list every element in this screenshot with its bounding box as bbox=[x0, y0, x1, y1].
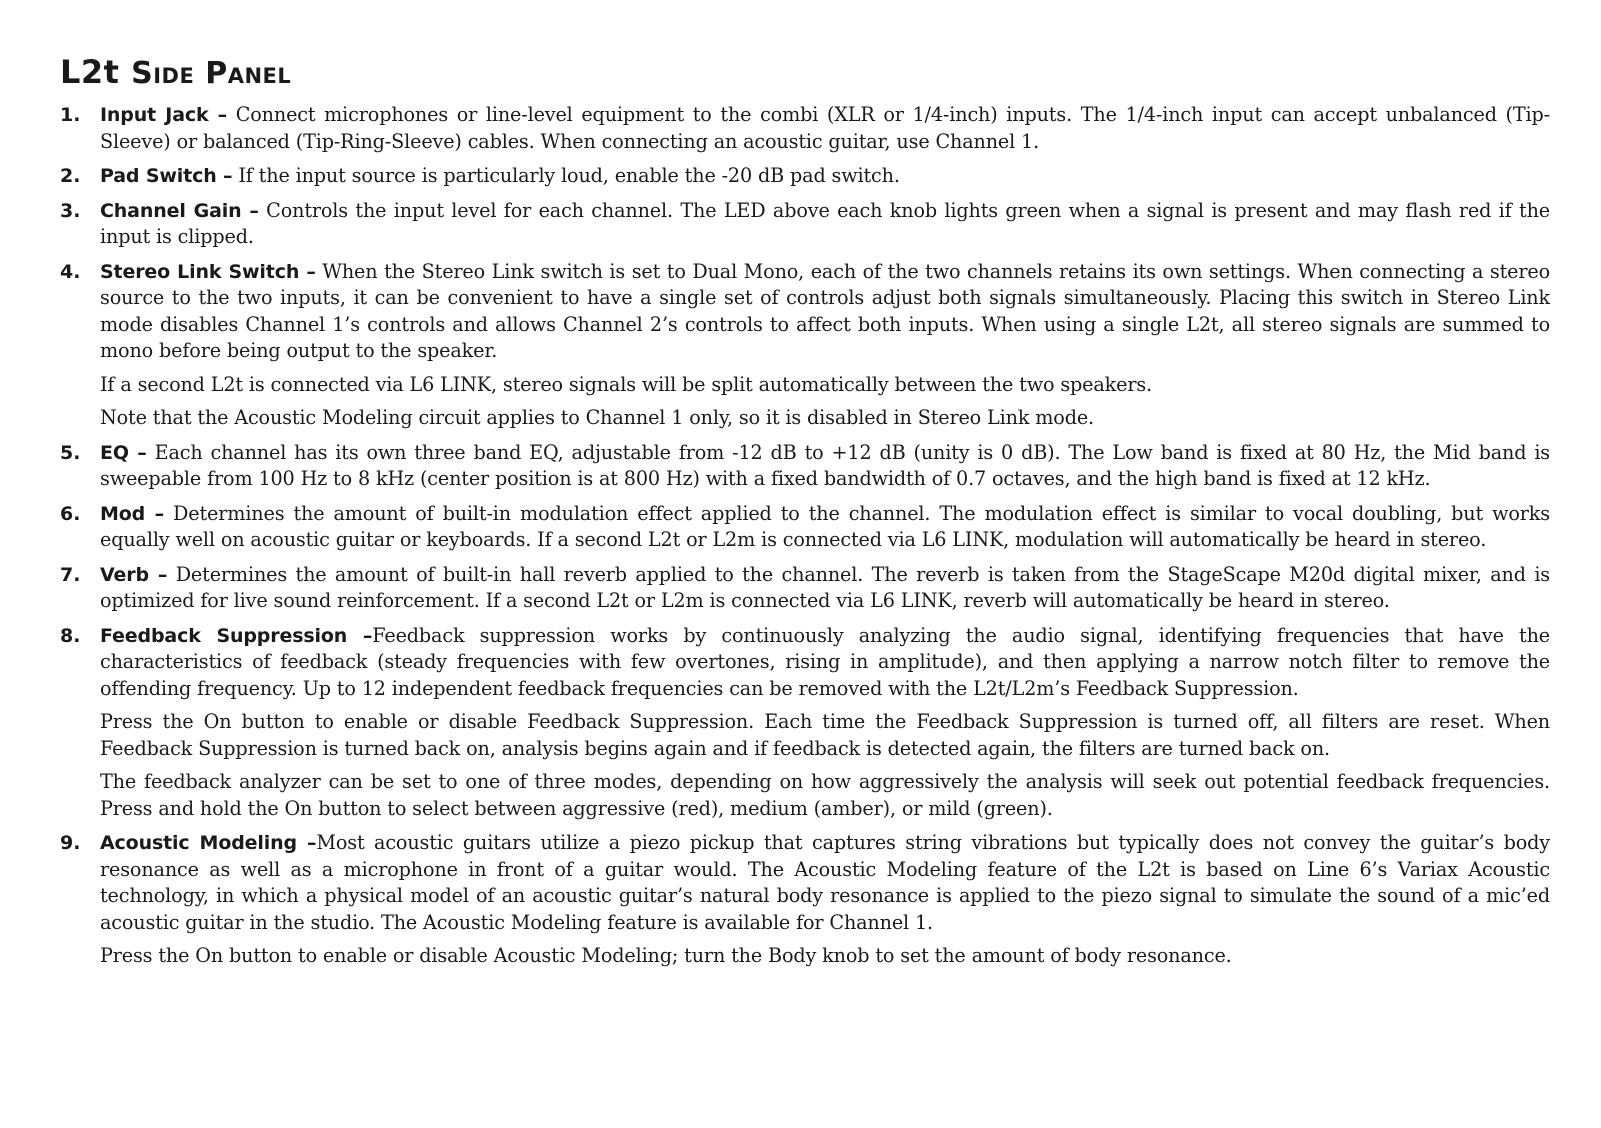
item-number: 4. bbox=[60, 260, 81, 283]
item-body-text: Determines the amount of built-in hall reverb applied to the channel. The reverb is taken from the StageScape M20d digital mixer, and is optimized for live sound reinforcement. If a second L2t or L2m is connected via L6 LINK, reverb will automatically be heard in stereo. bbox=[100, 562, 1550, 612]
item-description bbox=[100, 830, 1550, 936]
item-extra-paragraph: Press the On button to enable or disable Acoustic Modeling; turn the Body knob to set the amount of body resonance. bbox=[100, 944, 1232, 967]
list-item bbox=[60, 198, 1550, 251]
page-title-section: Side Panel bbox=[131, 56, 292, 91]
item-term: Input Jack – bbox=[100, 104, 228, 126]
list-item bbox=[60, 562, 1550, 615]
item-description bbox=[100, 562, 1550, 615]
manual-page bbox=[60, 52, 1550, 978]
item-term: EQ – bbox=[100, 441, 147, 464]
item-description bbox=[100, 102, 1550, 155]
page-title bbox=[60, 52, 1550, 94]
item-term: Acoustic Modeling – bbox=[100, 832, 317, 854]
item-number: 3. bbox=[60, 199, 81, 222]
item-body-text: If the input source is particularly loud, enable the -20 dB pad switch. bbox=[232, 164, 900, 187]
item-number: 9. bbox=[60, 832, 81, 854]
item-description bbox=[100, 623, 1550, 703]
item-term: Channel Gain – bbox=[100, 199, 259, 222]
item-number: 6. bbox=[60, 502, 81, 525]
item-body-text: Connect microphones or line-level equipment to the combi (XLR or 1/4-inch) inputs. The 1/4-inch input can accept unbalanced (Tip-Sleeve) or balanced (Tip-Ring-Sleeve) cables. When connecting an acoustic guitar, use Channel 1. bbox=[100, 103, 1550, 153]
item-number: 2. bbox=[60, 165, 81, 187]
item-body-text: Each channel has its own three band EQ, adjustable from -12 dB to +12 dB (unity is 0 dB). The Low band is fixed at 80 Hz, the Mid band is sweepable from 100 Hz to 8 kHz (center position is at 800 Hz) with a fixed bandwidth of 0.7 octaves, and the high band is fixed at 12 kHz. bbox=[100, 440, 1551, 490]
item-description bbox=[100, 198, 1550, 251]
list-item bbox=[60, 501, 1550, 554]
feature-list bbox=[60, 102, 1550, 970]
item-description bbox=[100, 259, 1550, 365]
list-item bbox=[60, 623, 1550, 823]
list-item bbox=[60, 259, 1550, 432]
item-number: 5. bbox=[60, 441, 81, 464]
item-extra-paragraph: Note that the Acoustic Modeling circuit applies to Channel 1 only, so it is disabled in Stereo Link mode. bbox=[100, 406, 1094, 429]
item-number: 7. bbox=[60, 563, 81, 586]
item-body-text: When the Stereo Link switch is set to Dual Mono, each of the two channels retains its own settings. When connecting a stereo source to the two inputs, it can be convenient to have a single set of controls adjust both signals simultaneously. Placing this switch in Stereo Link mode disables Channel 1’s controls and allows Channel 2’s controls to affect both inputs. When using a single L2t, all stereo signals are summed to mono before being output to the speaker. bbox=[100, 259, 1550, 362]
item-term: Verb – bbox=[100, 563, 168, 586]
item-body-text: Determines the amount of built-in modulation effect applied to the channel. The modulation effect is similar to vocal doubling, but works equally well on acoustic guitar or keyboards. If a second L2t or L2m is connected via L6 LINK, modulation will automatically be heard in stereo. bbox=[100, 501, 1550, 551]
item-description bbox=[100, 501, 1550, 554]
item-number: 1. bbox=[60, 104, 81, 126]
item-description bbox=[100, 163, 1550, 190]
list-item bbox=[60, 440, 1550, 493]
item-body-text: Controls the input level for each channel. The LED above each knob lights green when a signal is present and may flash red if the input is clipped. bbox=[100, 198, 1550, 248]
item-extra-paragraph: Press the On button to enable or disable Feedback Suppression. Each time the Feedback Suppression is turned off, all filters are reset. When Feedback Suppression is turned back on, analysis begins again and if feedback is detected again, the filters are turned back on. bbox=[100, 710, 1550, 760]
item-term: Feedback Suppression – bbox=[100, 624, 373, 647]
item-term: Mod – bbox=[100, 502, 165, 525]
list-item bbox=[60, 102, 1550, 155]
list-item bbox=[60, 830, 1550, 970]
item-term: Stereo Link Switch – bbox=[100, 260, 316, 283]
item-description bbox=[100, 440, 1550, 493]
list-item bbox=[60, 163, 1550, 190]
item-extra-paragraph: The feedback analyzer can be set to one of three modes, depending on how aggressively the analysis will seek out potential feedback frequencies. Press and hold the On button to select between aggressive (red), medium (amber), or mild (green). bbox=[100, 770, 1550, 820]
item-body-text: Most acoustic guitars utilize a piezo pickup that captures string vibrations but typically does not convey the guitar’s body resonance as well as a microphone in front of a guitar would. The Acoustic Modeling feature of the L2t is based on Line 6’s Variax Acoustic technology, in which a physical model of an acoustic guitar’s natural body resonance is applied to the piezo signal to simulate the sound of a mic’ed acoustic guitar in the studio. The Acoustic Modeling feature is available for Channel 1. bbox=[100, 831, 1550, 934]
item-number: 8. bbox=[60, 624, 81, 647]
item-extra-paragraph: If a second L2t is connected via L6 LINK, stereo signals will be split automatically between the two speakers. bbox=[100, 372, 1152, 396]
item-body-text: Feedback suppression works by continuously analyzing the audio signal, identifying frequencies that have the characteristics of feedback (steady frequencies with few overtones, rising in amplitude), and then applying a narrow notch filter to remove the offending frequency. Up to 12 independent feedback frequencies can be removed with the L2t/L2m’s Feedback Suppression. bbox=[100, 623, 1550, 700]
item-term: Pad Switch – bbox=[100, 165, 233, 187]
page-title-model: L2t bbox=[60, 53, 120, 91]
